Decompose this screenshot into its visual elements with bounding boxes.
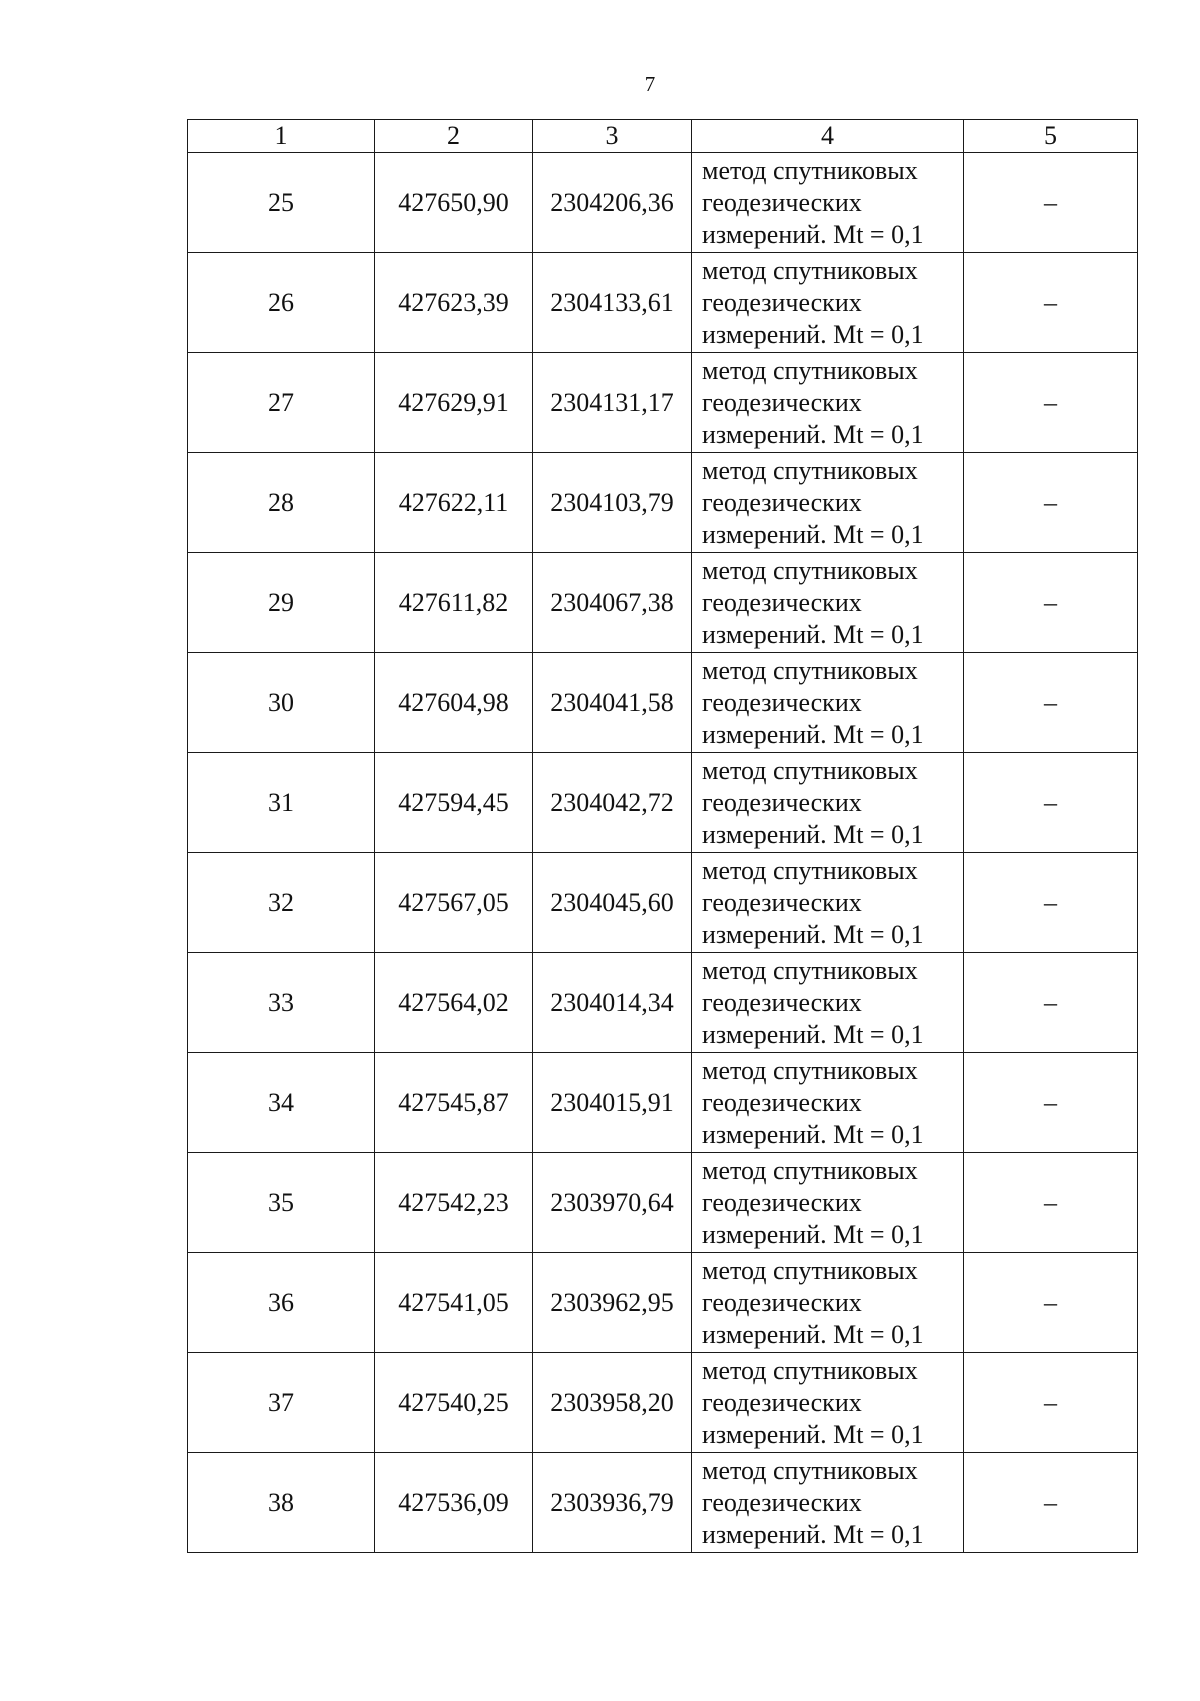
method-line: геодезических [702, 587, 862, 617]
method-line: измерений. Mt = 0,1 [702, 819, 924, 849]
y-coordinate-cell: 2304206,36 [533, 153, 692, 253]
method-line: геодезических [702, 1387, 862, 1417]
x-coordinate-cell: 427536,09 [375, 1453, 533, 1553]
method-cell [692, 1253, 964, 1353]
method-line: измерений. Mt = 0,1 [702, 1519, 924, 1549]
table-row [188, 653, 1138, 753]
method-cell [692, 453, 964, 553]
note-cell: – [964, 553, 1138, 653]
method-line: измерений. Mt = 0,1 [702, 319, 924, 349]
method-line: измерений. Mt = 0,1 [702, 419, 924, 449]
method-line: измерений. Mt = 0,1 [702, 519, 924, 549]
table-header-row [188, 120, 1138, 153]
method-line: метод спутниковых [702, 355, 918, 385]
x-coordinate-cell: 427629,91 [375, 353, 533, 453]
table-row [188, 1153, 1138, 1253]
method-line: измерений. Mt = 0,1 [702, 1119, 924, 1149]
method-line: метод спутниковых [702, 1355, 918, 1385]
method-cell [692, 753, 964, 853]
y-coordinate-cell: 2304042,72 [533, 753, 692, 853]
point-number-cell: 35 [188, 1153, 375, 1253]
table-row [188, 353, 1138, 453]
method-line: измерений. Mt = 0,1 [702, 619, 924, 649]
note-cell: – [964, 253, 1138, 353]
method-line: геодезических [702, 187, 862, 217]
point-number-cell: 34 [188, 1053, 375, 1153]
note-cell: – [964, 853, 1138, 953]
table-row [188, 253, 1138, 353]
table-row [188, 153, 1138, 253]
table-body [188, 153, 1138, 1553]
method-line: измерений. Mt = 0,1 [702, 1419, 924, 1449]
point-number-cell: 29 [188, 553, 375, 653]
x-coordinate-cell: 427541,05 [375, 1253, 533, 1353]
method-line: измерений. Mt = 0,1 [702, 1219, 924, 1249]
method-cell [692, 553, 964, 653]
method-line: измерений. Mt = 0,1 [702, 719, 924, 749]
note-cell: – [964, 153, 1138, 253]
table-row [188, 1353, 1138, 1453]
y-coordinate-cell: 2303958,20 [533, 1353, 692, 1453]
method-line: метод спутниковых [702, 955, 918, 985]
x-coordinate-cell: 427611,82 [375, 553, 533, 653]
point-number-cell: 32 [188, 853, 375, 953]
y-coordinate-cell: 2303962,95 [533, 1253, 692, 1353]
table-row [188, 1253, 1138, 1353]
method-cell [692, 853, 964, 953]
method-cell [692, 153, 964, 253]
note-cell: – [964, 1353, 1138, 1453]
x-coordinate-cell: 427594,45 [375, 753, 533, 853]
note-cell: – [964, 653, 1138, 753]
method-line: геодезических [702, 1187, 862, 1217]
table-row [188, 1453, 1138, 1553]
method-line: измерений. Mt = 0,1 [702, 219, 924, 249]
x-coordinate-cell: 427604,98 [375, 653, 533, 753]
method-cell [692, 1153, 964, 1253]
table-row [188, 853, 1138, 953]
method-line: геодезических [702, 387, 862, 417]
table-row [188, 453, 1138, 553]
method-line: метод спутниковых [702, 155, 918, 185]
column-header: 5 [964, 120, 1138, 153]
method-line: метод спутниковых [702, 1255, 918, 1285]
table-row [188, 1053, 1138, 1153]
point-number-cell: 30 [188, 653, 375, 753]
note-cell: – [964, 1453, 1138, 1553]
method-line: метод спутниковых [702, 1155, 918, 1185]
method-line: геодезических [702, 287, 862, 317]
table-row [188, 553, 1138, 653]
page-number: 7 [644, 72, 656, 96]
note-cell: – [964, 1253, 1138, 1353]
method-line: измерений. Mt = 0,1 [702, 919, 924, 949]
note-cell: – [964, 753, 1138, 853]
method-line: измерений. Mt = 0,1 [702, 1319, 924, 1349]
method-cell [692, 1053, 964, 1153]
method-line: метод спутниковых [702, 555, 918, 585]
table-row [188, 953, 1138, 1053]
x-coordinate-cell: 427622,11 [375, 453, 533, 553]
method-line: геодезических [702, 1487, 862, 1517]
y-coordinate-cell: 2304103,79 [533, 453, 692, 553]
method-line: измерений. Mt = 0,1 [702, 1019, 924, 1049]
note-cell: – [964, 1153, 1138, 1253]
y-coordinate-cell: 2304131,17 [533, 353, 692, 453]
method-cell [692, 1453, 964, 1553]
method-line: метод спутниковых [702, 455, 918, 485]
point-number-cell: 36 [188, 1253, 375, 1353]
x-coordinate-cell: 427545,87 [375, 1053, 533, 1153]
point-number-cell: 31 [188, 753, 375, 853]
method-line: метод спутниковых [702, 755, 918, 785]
x-coordinate-cell: 427650,90 [375, 153, 533, 253]
y-coordinate-cell: 2304015,91 [533, 1053, 692, 1153]
point-number-cell: 26 [188, 253, 375, 353]
point-number-cell: 28 [188, 453, 375, 553]
method-line: геодезических [702, 1287, 862, 1317]
y-coordinate-cell: 2303970,64 [533, 1153, 692, 1253]
note-cell: – [964, 453, 1138, 553]
x-coordinate-cell: 427567,05 [375, 853, 533, 953]
method-cell [692, 653, 964, 753]
x-coordinate-cell: 427542,23 [375, 1153, 533, 1253]
method-line: метод спутниковых [702, 1055, 918, 1085]
method-line: метод спутниковых [702, 255, 918, 285]
point-number-cell: 33 [188, 953, 375, 1053]
note-cell: – [964, 353, 1138, 453]
y-coordinate-cell: 2304041,58 [533, 653, 692, 753]
point-number-cell: 25 [188, 153, 375, 253]
y-coordinate-cell: 2303936,79 [533, 1453, 692, 1553]
method-line: геодезических [702, 887, 862, 917]
method-line: геодезических [702, 487, 862, 517]
y-coordinate-cell: 2304014,34 [533, 953, 692, 1053]
method-cell [692, 953, 964, 1053]
x-coordinate-cell: 427540,25 [375, 1353, 533, 1453]
column-header: 4 [692, 120, 964, 153]
y-coordinate-cell: 2304045,60 [533, 853, 692, 953]
method-line: метод спутниковых [702, 1455, 918, 1485]
x-coordinate-cell: 427623,39 [375, 253, 533, 353]
method-cell [692, 1353, 964, 1453]
coordinates-table [187, 119, 1138, 1553]
point-number-cell: 38 [188, 1453, 375, 1553]
note-cell: – [964, 1053, 1138, 1153]
column-header: 2 [375, 120, 533, 153]
y-coordinate-cell: 2304133,61 [533, 253, 692, 353]
method-line: геодезических [702, 987, 862, 1017]
point-number-cell: 37 [188, 1353, 375, 1453]
method-line: метод спутниковых [702, 655, 918, 685]
column-header: 3 [533, 120, 692, 153]
method-line: геодезических [702, 687, 862, 717]
x-coordinate-cell: 427564,02 [375, 953, 533, 1053]
method-line: метод спутниковых [702, 855, 918, 885]
method-line: геодезических [702, 1087, 862, 1117]
table-row [188, 753, 1138, 853]
method-line: геодезических [702, 787, 862, 817]
point-number-cell: 27 [188, 353, 375, 453]
column-header: 1 [188, 120, 375, 153]
y-coordinate-cell: 2304067,38 [533, 553, 692, 653]
method-cell [692, 353, 964, 453]
note-cell: – [964, 953, 1138, 1053]
method-cell [692, 253, 964, 353]
